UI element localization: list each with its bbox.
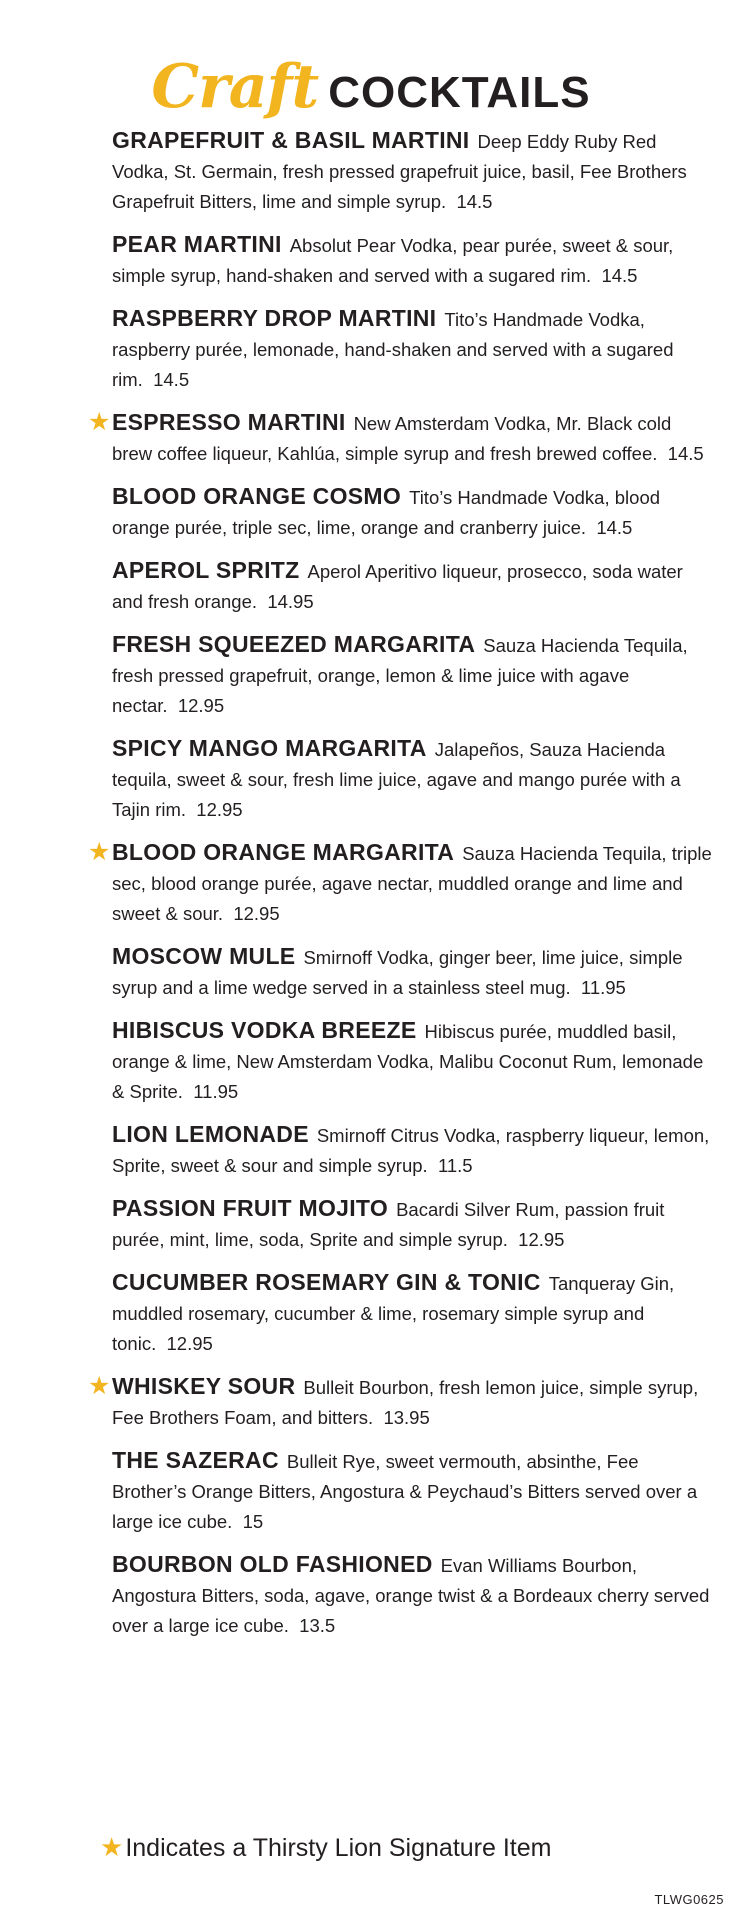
menu-item [112,481,712,543]
cocktail-list [88,125,712,1653]
item-description: Hibiscus purée, muddled basil, orange & lime, New Amsterdam Vodka, Malibu Coconut Rum, lemonade & Sprite. [112,1021,704,1102]
menu-code: TLWG0625 [654,1892,724,1907]
item-name: WHISKEY SOUR [112,1373,296,1399]
menu-item [112,303,712,395]
item-description: Sauza Hacienda Tequila, fresh pressed grapefruit, orange, lemon & lime juice with agave nectar. [112,635,688,716]
item-price: 14.5 [596,517,633,538]
item-description: Deep Eddy Ruby Red Vodka, St. Germain, fresh pressed grapefruit juice, basil, Fee Brothers Grapefruit Bitters, lime and simple syrup. [112,131,687,212]
item-description: Aperol Aperitivo liqueur, prosecco, soda water and fresh orange. [112,561,683,612]
signature-legend [100,1830,551,1865]
menu-item [112,125,712,217]
menu-item [112,941,712,1003]
menu-header [0,52,742,122]
item-description: Tito’s Handmade Vodka, blood orange purée, triple sec, lime, orange and cranberry juice. [112,487,661,538]
item-description: Absolut Pear Vodka, pear purée, sweet & sour, simple syrup, hand-shaken and served with a sugared rim. [112,235,674,286]
item-description: Bulleit Rye, sweet vermouth, absinthe, Fee Brother’s Orange Bitters, Angostura & Peychaud’s Bitters served over a large ice cube. [112,1451,698,1532]
item-price: 12.95 [177,695,225,716]
item-price: 12.95 [196,799,243,820]
item-name: SPICY MANGO MARGARITA [112,735,427,761]
header-script-word: Craft [151,52,319,122]
item-description: Sauza Hacienda Tequila, triple sec, blood orange purée, agave nectar, muddled orange and lime and sweet & sour. [112,843,712,924]
item-name: FRESH SQUEEZED MARGARITA [112,631,476,657]
item-name: BOURBON OLD FASHIONED [112,1551,433,1577]
item-price: 15 [242,1511,264,1532]
star-icon: ★ [88,838,111,866]
star-icon: ★ [88,1372,111,1400]
item-description: Evan Williams Bourbon, Angostura Bitters, soda, agave, orange twist & a Bordeaux cherry served over a large ice cube. [112,1555,710,1636]
item-price: 12.95 [518,1229,565,1250]
item-price: 13.95 [383,1407,430,1428]
item-name: PEAR MARTINI [112,231,282,257]
item-price: 14.95 [267,591,314,612]
item-price: 11.5 [437,1155,473,1176]
item-price: 11.95 [193,1081,239,1102]
item-name: HIBISCUS VODKA BREEZE [112,1017,417,1043]
menu-item [112,1267,712,1359]
item-price: 14.5 [153,369,190,390]
header-title-word: COCKTAILS [328,68,591,117]
menu-item [88,837,712,929]
menu-item [112,629,712,721]
item-price: 14.5 [667,443,704,464]
item-name: BLOOD ORANGE COSMO [112,483,402,509]
menu-item [112,229,712,291]
item-description: Tito’s Handmade Vodka, raspberry purée, lemonade, hand-shaken and served with a sugared rim. [112,309,674,390]
item-name: PASSION FRUIT MOJITO [112,1195,389,1221]
item-name: GRAPEFRUIT & BASIL MARTINI [112,127,470,153]
star-icon: ★ [88,408,111,436]
item-name: BLOOD ORANGE MARGARITA [112,839,455,865]
menu-item [88,1371,712,1433]
item-description: Bulleit Bourbon, fresh lemon juice, simple syrup, Fee Brothers Foam, and bitters. [112,1377,699,1428]
item-price: 12.95 [166,1333,213,1354]
item-name: LION LEMONADE [112,1121,309,1147]
item-description: Smirnoff Citrus Vodka, raspberry liqueur, lemon, Sprite, sweet & sour and simple syrup. [112,1125,710,1176]
signature-legend-text: Indicates a Thirsty Lion Signature Item [125,1834,552,1862]
item-name: MOSCOW MULE [112,943,296,969]
item-price: 13.5 [299,1615,336,1636]
item-description: New Amsterdam Vodka, Mr. Black cold brew coffee liqueur, Kahlúa, simple syrup and fresh brewed coffee. [112,413,672,464]
item-price: 11.95 [580,977,626,998]
item-name: APEROL SPRITZ [112,557,300,583]
item-price: 14.5 [456,191,493,212]
item-name: CUCUMBER ROSEMARY GIN & TONIC [112,1269,541,1295]
menu-item [88,407,712,469]
menu-item [112,1549,712,1641]
item-name: ESPRESSO MARTINI [112,409,346,435]
item-description: Tanqueray Gin, muddled rosemary, cucumber & lime, rosemary simple syrup and tonic. [112,1273,675,1354]
item-description: Smirnoff Vodka, ginger beer, lime juice, simple syrup and a lime wedge served in a stainless steel mug. [112,947,683,998]
menu-item [112,1193,712,1255]
menu-item [112,1015,712,1107]
star-icon: ★ [100,1832,124,1862]
item-price: 12.95 [233,903,280,924]
menu-item [112,733,712,825]
menu-item [112,1119,712,1181]
item-price: 14.5 [601,265,638,286]
menu-item [112,555,712,617]
menu-item [112,1445,712,1537]
item-name: RASPBERRY DROP MARTINI [112,305,437,331]
item-description: Bacardi Silver Rum, passion fruit purée, mint, lime, soda, Sprite and simple syrup. [112,1199,665,1250]
item-description: Jalapeños, Sauza Hacienda tequila, sweet & sour, fresh lime juice, agave and mango purée with a Tajin rim. [112,739,681,820]
item-name: THE SAZERAC [112,1447,279,1473]
